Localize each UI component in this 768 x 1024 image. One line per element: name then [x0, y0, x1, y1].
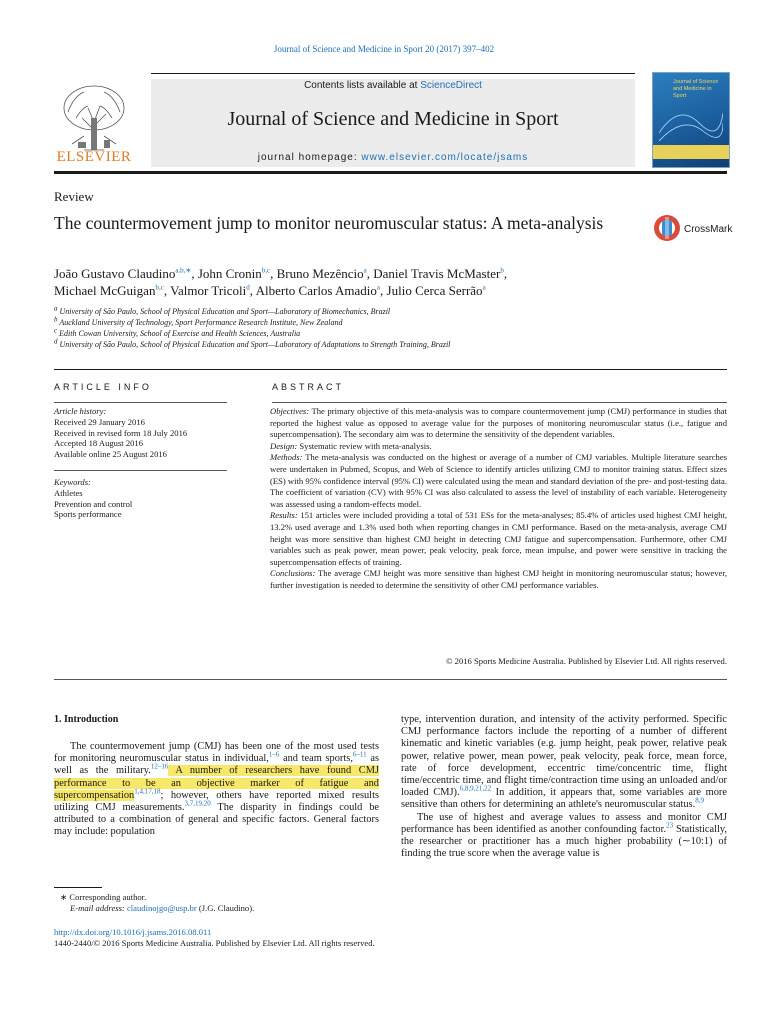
author[interactable]: Daniel Travis McMaster	[373, 266, 501, 281]
reference-link[interactable]: 12–16	[150, 762, 169, 771]
author-separator: ,	[380, 283, 387, 298]
issn-copyright: 1440-2440/© 2016 Sports Medicine Australia. Published by Elsevier Ltd. All rights reserved.	[54, 938, 375, 948]
author[interactable]: Bruno Mezêncio	[276, 266, 364, 281]
body-column-right	[401, 714, 727, 860]
section-heading-introduction: 1. Introduction	[54, 714, 119, 725]
abstract-text: The meta-analysis was conducted on the highest or average of a number of CMJ variables. Multiple literature searches were undertaken in Pubmed, Scopus, and Web of Science to identify articles utilizing CMJ to monitor training status. Effect sizes (ES) with 95% confidence interval (95% CI) were calculated using the mean and standard deviation of the pre- and post-testing data. The coefficient of variation (CV) with 95% CI was also calculated to assess the level of instability of each variable. Heterogeneity was assessed using a random-effects model.	[270, 452, 727, 509]
cover-graphic	[659, 103, 723, 143]
reference-link[interactable]: 8,9	[695, 796, 704, 805]
keyword[interactable]: Sports performance	[54, 509, 122, 520]
crossmark-label[interactable]: CrossMark	[684, 224, 733, 235]
author[interactable]: Valmor Tricoli	[170, 283, 247, 298]
email-label: E-mail address:	[70, 903, 127, 913]
abstract-body	[270, 406, 727, 592]
affiliation-text: Edith Cowan University, School of Exercise and Health Sciences, Australia	[59, 329, 301, 338]
author-affiliation[interactable]: a	[482, 283, 486, 292]
body-text: The disparity in findings could be attributed to a combination of general and specific factors. General factors may include: population	[54, 802, 380, 838]
affiliation-key: c	[54, 326, 58, 335]
abstract-copyright: © 2016 Sports Medicine Australia. Published by Elsevier Ltd. All rights reserved.	[445, 656, 727, 666]
reference-link[interactable]: 1–6	[268, 750, 280, 759]
article-info-rule	[54, 470, 227, 471]
email-line	[60, 903, 360, 914]
abstract-paragraph	[270, 406, 727, 441]
author-affiliation[interactable]: b,c	[155, 283, 164, 292]
keyword[interactable]: Athletes	[54, 487, 83, 498]
history-entry: Available online 25 August 2016	[54, 449, 167, 460]
body-text: type, intervention duration, and intensity of the activity performed. Specific CMJ performance factors include the reporting of a number of different kinematic and kinetic variables (e.g. jump height, peak power, relative peak power, relative power, mean power, peak velocity, peak force, mean force, rate of force development, eccentric time/concentric time, flight time/eccentric time, and flight time/contraction time using an unloaded and/or loaded CMJ).	[401, 714, 727, 799]
body-text: The use of highest and average values to assess and monitor CMJ performance has been identified as another confounding factor.	[401, 811, 727, 835]
doi-link[interactable]: http://dx.doi.org/10.1016/j.jsams.2016.08.011	[54, 927, 212, 937]
article-info-heading: ARTICLE INFO	[54, 382, 152, 392]
abstract-rule	[272, 402, 727, 403]
crossmark-icon[interactable]	[653, 213, 681, 243]
highlighted-text[interactable]: A number of researchers have found CMJ performance to be an objective marker of fatigue and supercompensation	[54, 765, 379, 801]
abstract-paragraph	[270, 510, 727, 568]
reference-link[interactable]: 6,8,9,21,22	[459, 784, 492, 793]
abstract-heading: ABSTRACT	[272, 382, 345, 392]
article-type: Review	[54, 189, 94, 204]
author[interactable]: Alberto Carlos Amadio	[255, 283, 377, 298]
header-rule	[151, 73, 635, 74]
author-separator: ,	[191, 266, 198, 281]
abstract-label: Conclusions:	[270, 568, 316, 579]
affiliation	[54, 339, 704, 350]
reference-link[interactable]: 1,4,17,18	[134, 787, 161, 796]
reference-link[interactable]: 3,7,19,20	[184, 799, 211, 808]
author-separator: ,	[503, 266, 508, 281]
abstract-paragraph	[270, 441, 727, 453]
article-info-rule	[54, 402, 227, 403]
abstract-text: Systematic review with meta-analysis.	[297, 440, 432, 451]
keywords-label: Keywords:	[54, 477, 91, 487]
affiliation-key: a	[54, 304, 58, 313]
author-separator: ,	[249, 283, 256, 298]
abstract-label: Objectives:	[270, 406, 310, 416]
reference-link[interactable]: 23	[666, 821, 674, 830]
body-paragraph	[54, 741, 379, 839]
section-rule	[54, 369, 727, 370]
author[interactable]: John Cronin	[197, 266, 262, 281]
affiliation	[54, 317, 704, 328]
corresponding-author-note: ∗ Corresponding author.	[60, 892, 147, 902]
journal-citation-link[interactable]: Journal of Science and Medicine in Sport 20 (2017) 397–402	[273, 44, 495, 54]
body-text: Statistically, the researcher or practitioner has a much higher probability (∼10:1) of finding the true score when the average value is	[401, 823, 728, 860]
affiliation-text: University of São Paulo, School of Physical Education and Sport—Laboratory of Biomechanics, Brazil	[59, 307, 391, 316]
paper-title: The countermovement jump to monitor neuromuscular status: A meta-analysis	[54, 213, 604, 233]
footnote	[60, 892, 360, 914]
author-separator: ,	[366, 266, 374, 281]
author-list	[54, 265, 704, 299]
author-affiliation[interactable]: b,c	[261, 266, 271, 275]
keywords	[54, 477, 234, 520]
author-affiliation[interactable]: a	[376, 283, 381, 292]
author-affiliation[interactable]: d	[246, 283, 250, 292]
abstract-label: Methods:	[270, 452, 303, 463]
author[interactable]: Julio Cerca Serrão	[386, 283, 483, 298]
article-history	[54, 406, 234, 460]
sciencedirect-link[interactable]: ScienceDirect	[420, 80, 482, 91]
contents-prefix: Contents lists available at	[304, 80, 421, 91]
elsevier-wordmark: ELSEVIER	[56, 149, 132, 165]
affiliation-list	[54, 306, 704, 350]
body-text: In addition, it appears that, some variables are more sensitive than others for determining an athlete's neuromuscular status.	[401, 787, 727, 811]
author-affiliation[interactable]: b	[500, 266, 504, 275]
abstract-text: 151 articles were included providing a total of 531 ESs for the meta-analyses; 85.4% of articles used highest CMJ height, 13.2% used average and 1.3% used both when reporting changes in CMJ performance. Based on the meta-analysis, average CMJ height was more sensitive than highest CMJ height in detecting CMJ fatigue and supercompensation. Furthermore, other CMJ variables such as peak power, mean power, peak velocity, peak force, mean impulse, and power were sensitive in tracking the supercompensation effects of training.	[270, 510, 727, 567]
author[interactable]: João Gustavo Claudino	[54, 266, 176, 281]
body-paragraph	[401, 714, 727, 812]
author[interactable]: Michael McGuigan	[54, 283, 156, 298]
body-text: as well as the military.	[54, 753, 379, 777]
email-link[interactable]: claudinojgo@usp.br	[126, 903, 197, 913]
affiliation	[54, 328, 704, 339]
header-thick-rule	[54, 171, 727, 174]
abstract-text: The average CMJ height was more sensitive than highest CMJ height in monitoring neuromuscular status; however, further investigation is needed to determine the sensitivity of other CMJ performance variables.	[270, 568, 727, 590]
abstract-paragraph	[270, 568, 727, 591]
corresponding-text: Corresponding author.	[69, 892, 147, 902]
author-separator: ,	[163, 283, 171, 298]
journal-title: Journal of Science and Medicine in Sport	[227, 108, 559, 130]
reference-link[interactable]: 6–11	[352, 750, 367, 759]
affiliation-key: b	[54, 315, 58, 324]
abstract-label: Results:	[270, 510, 298, 521]
body-paragraph	[401, 812, 727, 861]
body-text: ; however, others have reported mixed results utilizing CMJ measurements.	[54, 789, 379, 814]
journal-cover-image	[652, 72, 730, 168]
author-affiliation[interactable]: a	[363, 266, 367, 275]
affiliation-text: University of São Paulo, School of Physical Education and Sport—Laboratory of Adaptations to Strength Training, Brazil	[59, 340, 451, 349]
homepage-prefix: journal homepage:	[257, 152, 362, 163]
cover-band	[653, 145, 729, 159]
affiliation-key: d	[54, 337, 58, 346]
cover-title: Journal of Science and Medicine in Sport	[673, 79, 719, 99]
footnote-rule	[54, 887, 102, 888]
body-text: The countermovement jump (CMJ) has been one of the most used tests for monitoring neuromuscular status in individual,	[54, 741, 379, 765]
abstract-text: The primary objective of this meta-analysis was to compare countermovement jump (CMJ) performance in studies that reported the highest value as opposed to average value for the purposes of monitoring neuromuscular status (i.e., fatigue and supercompensation). The secondary aim was to determine the sensitivity of the dependent variables.	[270, 406, 727, 440]
body-column-left	[54, 741, 379, 839]
history-label: Article history:	[54, 406, 107, 416]
history-entry: Received in revised form 18 July 2016	[54, 427, 188, 438]
affiliation	[54, 306, 704, 317]
homepage-line	[151, 152, 635, 163]
author-separator: ,	[270, 266, 277, 281]
affiliation-text: Auckland University of Technology, Sport Performance Research Institute, New Zealand	[59, 318, 343, 327]
abstract-label: Design:	[270, 440, 298, 451]
abstract-paragraph	[270, 452, 727, 510]
homepage-link[interactable]: www.elsevier.com/locate/jsams	[361, 152, 529, 163]
email-suffix: (J.G. Claudino).	[196, 903, 255, 913]
author-affiliation[interactable]: a,b,∗	[175, 266, 192, 275]
body-text: and team sports,	[279, 753, 353, 765]
keyword[interactable]: Prevention and control	[54, 498, 133, 509]
abstract-end-rule	[54, 679, 727, 680]
contents-line	[151, 80, 635, 91]
history-entry: Accepted 18 August 2016	[54, 438, 144, 449]
history-entry: Received 29 January 2016	[54, 416, 145, 427]
